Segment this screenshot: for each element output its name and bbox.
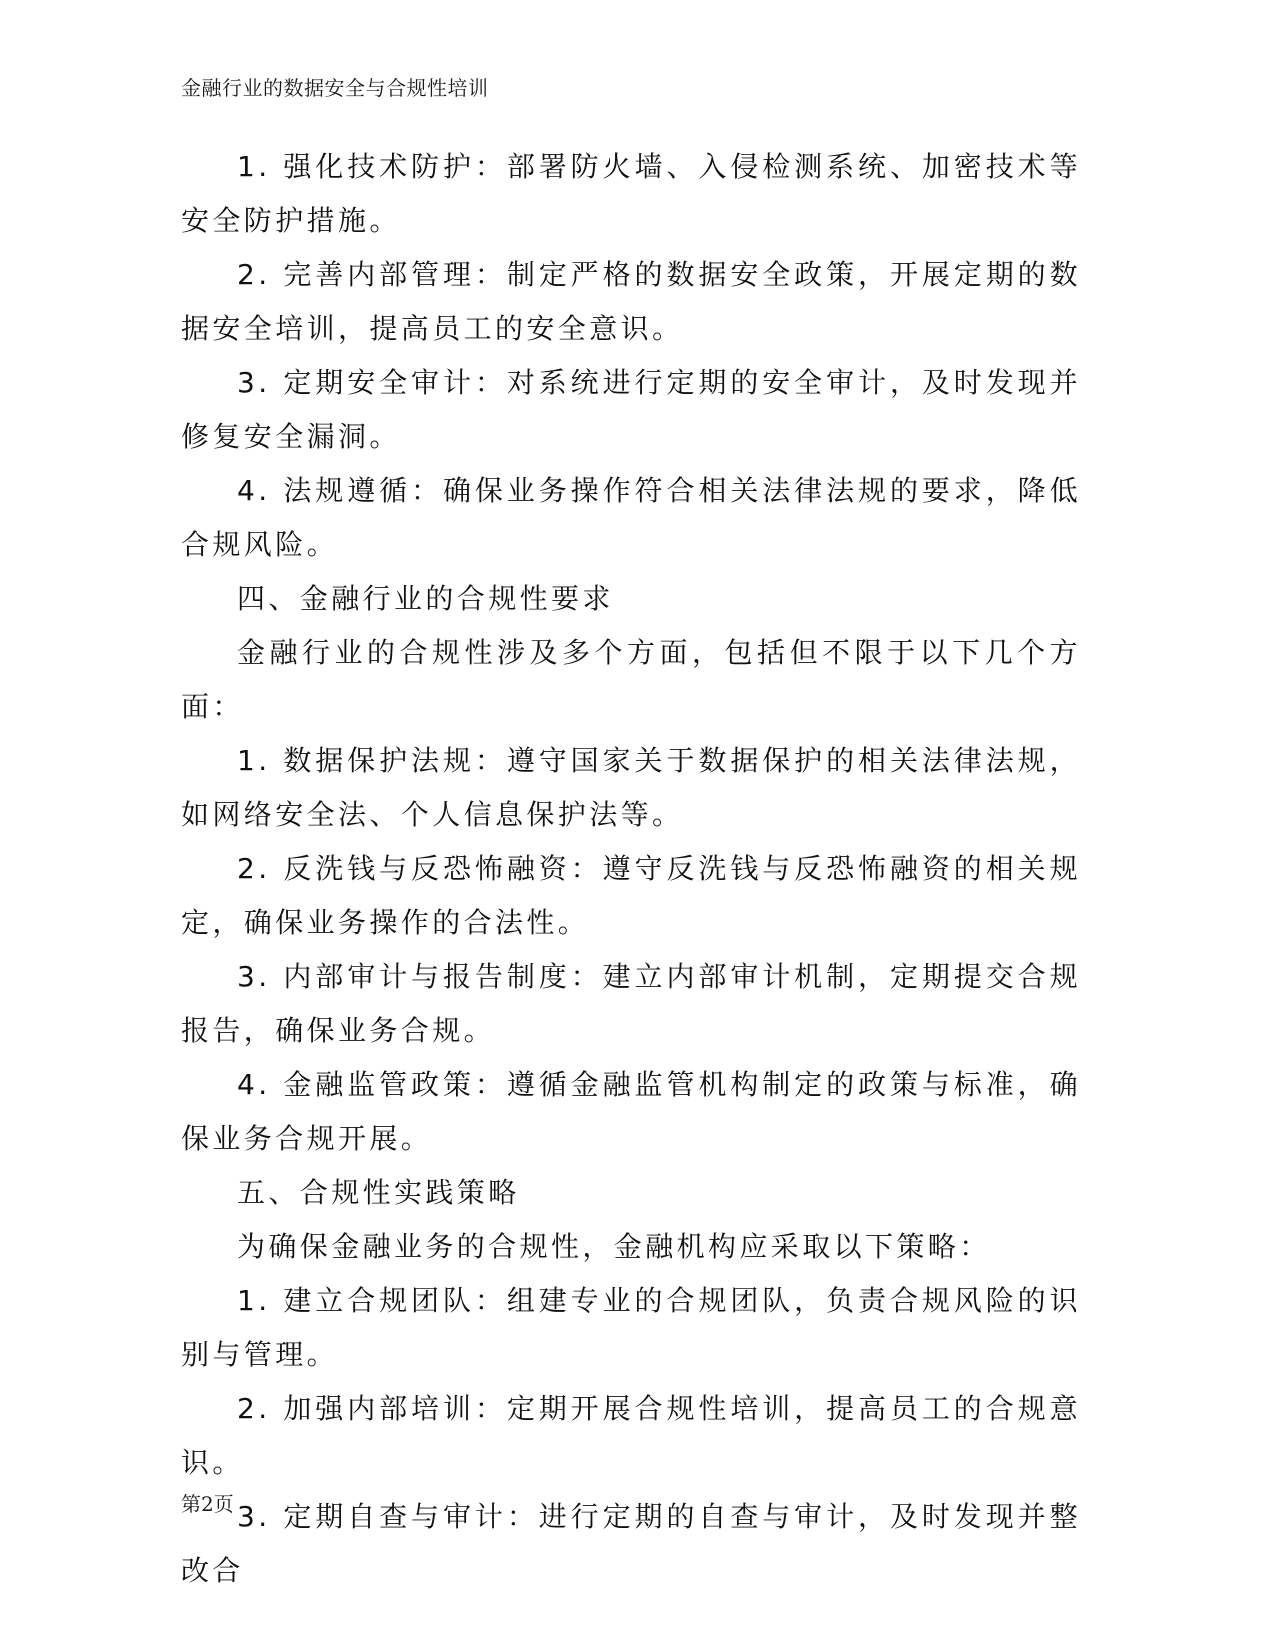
list-item-internal-management: 2. 完善内部管理：制定严格的数据安全政策，开展定期的数据安全培训，提高员工的安全意识。 [181, 258, 1081, 345]
list-item-regulatory-policy: 4. 金融监管政策：遵循金融监管机构制定的政策与标准，确保业务合规开展。 [181, 1068, 1081, 1155]
list-item-anti-money-laundering: 2. 反洗钱与反恐怖融资：遵守反洗钱与反恐怖融资的相关规定，确保业务操作的合法性。 [181, 852, 1081, 939]
document-body [181, 140, 1081, 1598]
intro-paragraph-compliance: 金融行业的合规性涉及多个方面，包括但不限于以下几个方面： [181, 636, 1081, 723]
page-number: 第2页 [181, 1492, 234, 1516]
list-item-tech-protection: 1. 强化技术防护：部署防火墙、入侵检测系统、加密技术等安全防护措施。 [181, 150, 1081, 237]
page-header: 金融行业的数据安全与合规性培训 [181, 76, 489, 100]
list-item-compliance-team: 1. 建立合规团队：组建专业的合规团队，负责合规风险的识别与管理。 [181, 1284, 1081, 1371]
section-heading-practice-strategy: 五、合规性实践策略 [237, 1176, 520, 1209]
list-item-internal-audit: 3. 内部审计与报告制度：建立内部审计机制，定期提交合规报告，确保业务合规。 [181, 960, 1081, 1047]
list-item-security-audit: 3. 定期安全审计：对系统进行定期的安全审计，及时发现并修复安全漏洞。 [181, 366, 1081, 453]
intro-paragraph-strategy: 为确保金融业务的合规性，金融机构应采取以下策略： [237, 1230, 991, 1263]
section-heading-compliance-requirements: 四、金融行业的合规性要求 [237, 582, 614, 615]
list-item-regulation-compliance: 4. 法规遵循：确保业务操作符合相关法律法规的要求，降低合规风险。 [181, 474, 1081, 561]
list-item-data-protection-law: 1. 数据保护法规：遵守国家关于数据保护的相关法律法规，如网络安全法、个人信息保护法等。 [181, 744, 1081, 831]
list-item-internal-training: 2. 加强内部培训：定期开展合规性培训，提高员工的合规意识。 [181, 1392, 1081, 1479]
list-item-self-inspection: 3. 定期自查与审计：进行定期的自查与审计，及时发现并整改合 [181, 1500, 1081, 1587]
